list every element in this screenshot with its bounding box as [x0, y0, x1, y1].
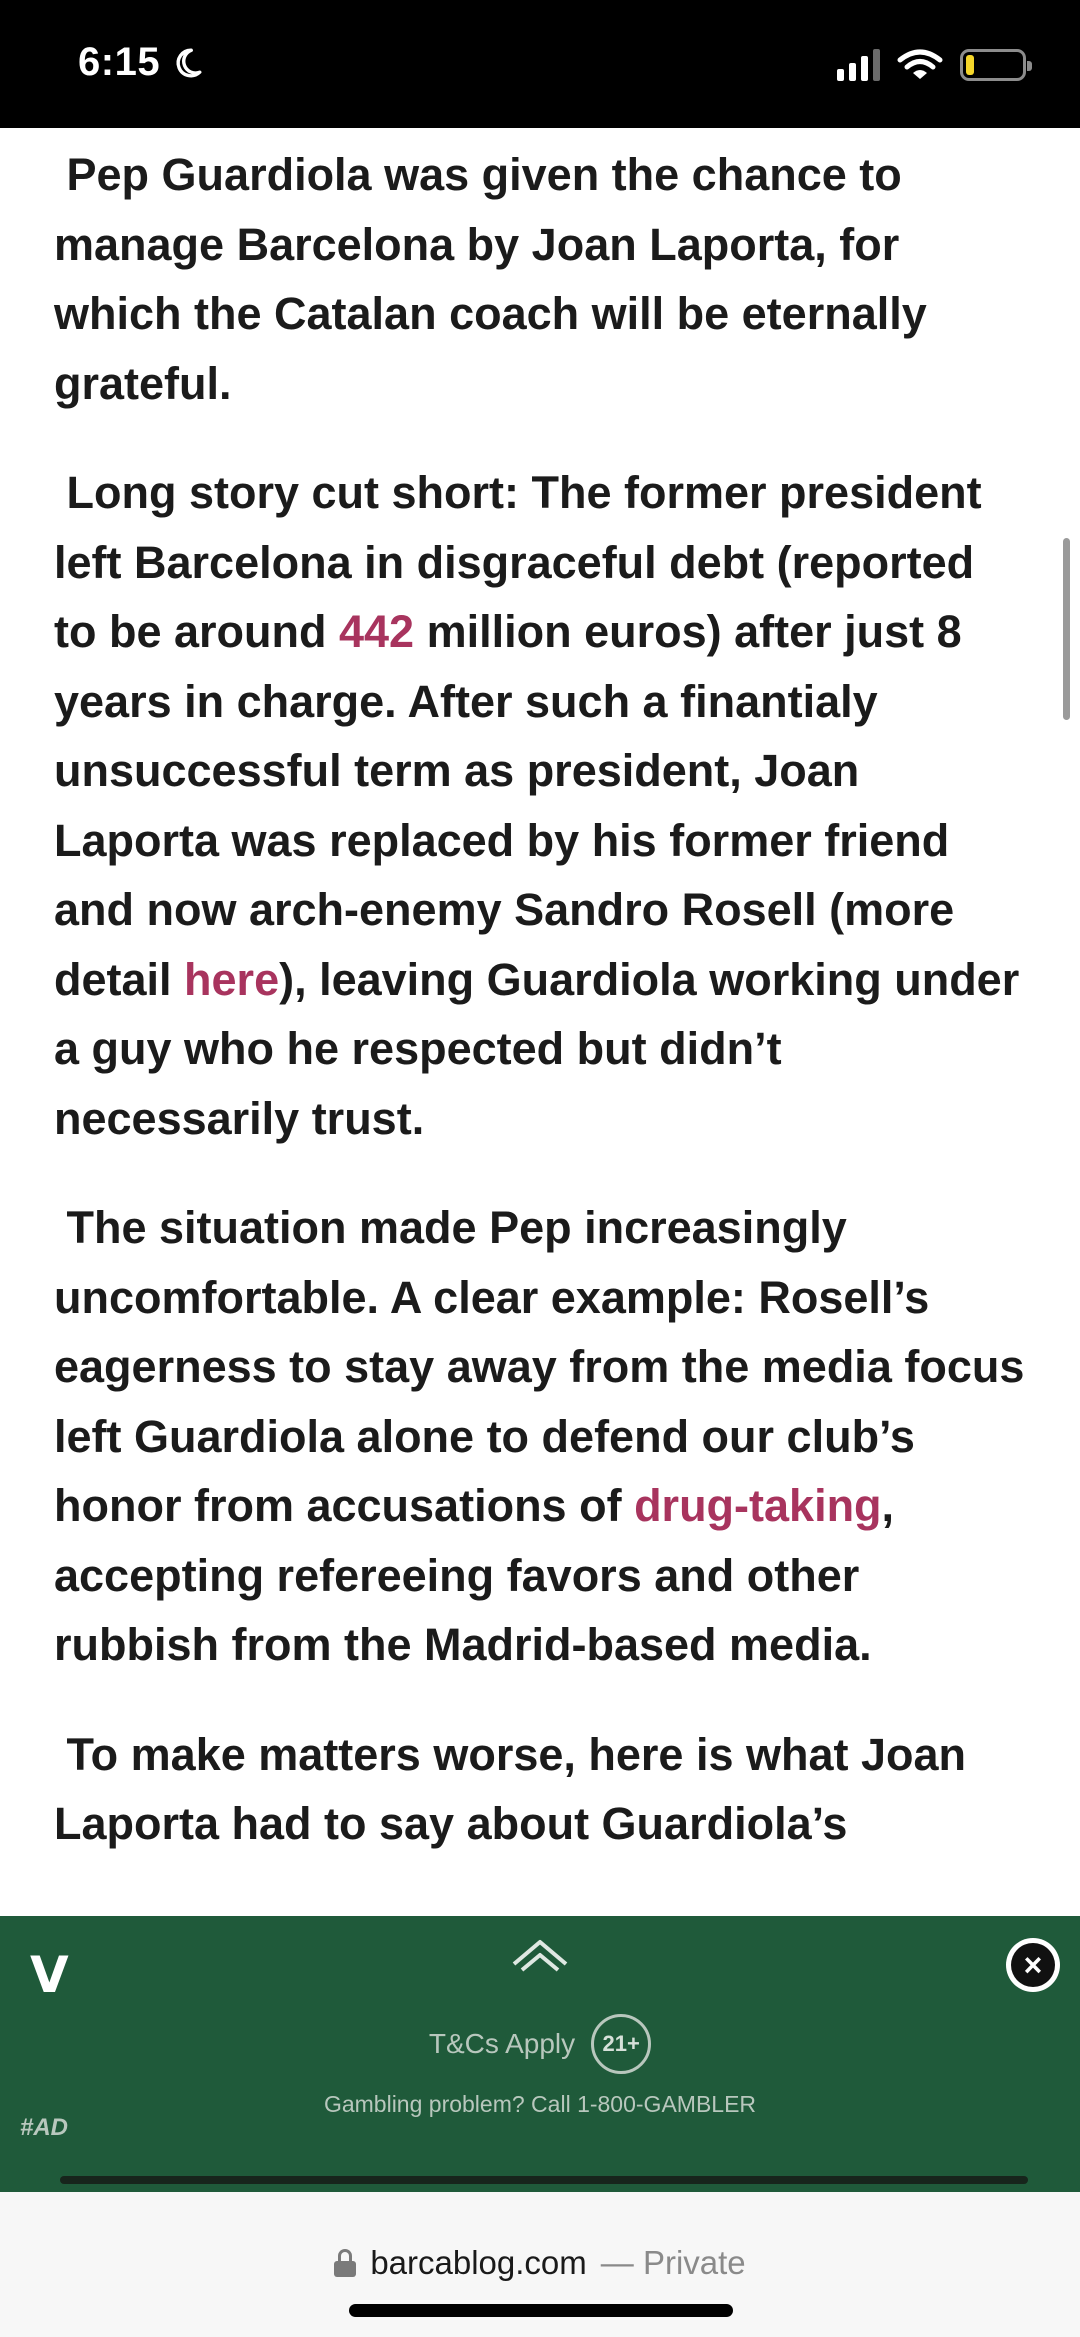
article-paragraph	[54, 1193, 1037, 1680]
battery-level	[966, 55, 974, 75]
status-indicators	[837, 48, 1026, 82]
url-domain: barcablog.com	[370, 2244, 587, 2281]
cellular-signal-icon	[837, 49, 880, 81]
ad-brand-logo: V	[30, 1946, 69, 2004]
page-scrollbar[interactable]	[1063, 538, 1070, 720]
article-body	[54, 128, 1037, 1916]
battery-icon	[960, 49, 1026, 81]
gambling-notice: Gambling problem? Call 1-800-GAMBLER	[323, 2091, 757, 2117]
paragraph-text: Pep Guardiola was given the chance to manage Barcelona by Joan Laporta, for which the Catalan coach will be eternally grateful.	[54, 149, 940, 409]
status-bar	[0, 0, 1080, 128]
close-icon: ×	[1011, 1943, 1055, 1987]
browser-url-bar[interactable]	[0, 2192, 1080, 2337]
paragraph-text: The situation made Pep increasingly uncomfortable. A clear example: Rosell’s eagerness to stay away from the media focus left Guardiola alone to defend our club’s honor from accusations of	[54, 1202, 1037, 1531]
ad-tag: #AD	[20, 2114, 69, 2141]
chevron-up-icon[interactable]	[510, 1934, 570, 1978]
paragraph-text: To make matters worse, here is what Joan Laporta had to say about Guardiola’s	[54, 1728, 979, 1849]
private-mode-label: — Private	[600, 2244, 746, 2281]
paragraph-text: million euros) after just 8 years in charge. After such a finantialy unsuccessful term as president, Joan Laporta was replaced by his former friend and now arch-enemy Sandro Rosell (more detail	[54, 606, 975, 1005]
home-indicator[interactable]	[349, 2304, 733, 2317]
age-restriction-badge: 21+	[591, 2014, 651, 2074]
terms-label: T&Cs Apply	[428, 2028, 576, 2059]
ad-terms-row	[0, 2014, 1080, 2074]
article-paragraph	[54, 140, 1026, 418]
article-paragraph	[54, 458, 1032, 1153]
article-paragraph	[54, 1720, 1026, 1859]
address-field[interactable]	[0, 2244, 1080, 2282]
paragraph-text: ), leaving Guardiola working under a guy who he respected but didn’t necessarily trust.	[54, 953, 1032, 1144]
wifi-icon	[898, 48, 942, 82]
drug-taking-link[interactable]: drug-taking	[634, 1480, 882, 1531]
more-detail-link[interactable]: here	[184, 953, 280, 1005]
paragraph-text: Long story cut short: The former president left Barcelona in disgraceful debt (reported to be around	[54, 467, 995, 657]
lock-icon	[334, 2249, 356, 2277]
ad-banner[interactable]	[0, 1916, 1080, 2192]
status-time-group	[78, 40, 204, 85]
debt-amount-highlight: 442	[339, 606, 415, 657]
close-ad-button[interactable]	[1006, 1938, 1060, 1992]
moon-icon	[170, 46, 204, 80]
status-time: 6:15	[78, 40, 161, 84]
ad-progress-bar	[60, 2176, 1028, 2184]
paragraph-text: , accepting refereeing favors and other rubbish from the Madrid-based media.	[54, 1480, 907, 1670]
